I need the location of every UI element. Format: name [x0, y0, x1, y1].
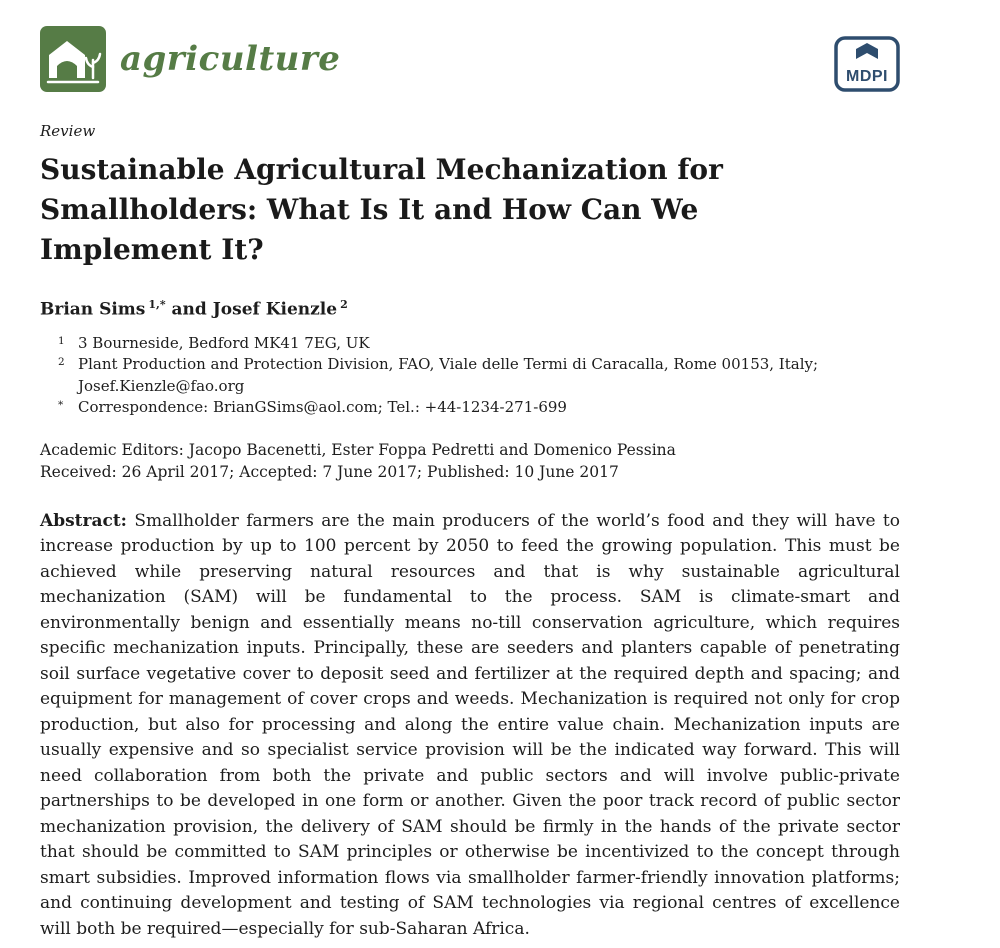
- journal-brand: [40, 26, 340, 92]
- authors-line: [40, 298, 900, 320]
- article-title: Sustainable Agricultural Mechanization for Smallholders: What Is It and How Can We Implement It?: [40, 153, 723, 267]
- author-name-1: Brian Sims: [40, 299, 146, 320]
- affiliation-row: [40, 354, 900, 397]
- author-affil-sup-2: 2: [340, 298, 348, 312]
- affiliation-row: [40, 333, 900, 354]
- affiliations-list: [40, 333, 900, 419]
- dates-line: Received: 26 April 2017; Accepted: 7 June 2017; Published: 10 June 2017: [40, 463, 619, 482]
- masthead: [40, 26, 900, 92]
- affiliation-marker: 1: [58, 334, 65, 347]
- abstract-label: Abstract:: [40, 510, 127, 531]
- author-affil-sup-1: 1,*: [148, 298, 166, 312]
- author-name-2: Josef Kienzle: [212, 299, 338, 320]
- affiliation-text: 3 Bourneside, Bedford MK41 7EG, UK: [78, 333, 370, 352]
- editorial-info: [40, 439, 900, 484]
- journal-name: agriculture: [120, 39, 341, 79]
- academic-editors-line: Academic Editors: Jacopo Bacenetti, Ester Foppa Pedretti and Domenico Pessina: [40, 440, 676, 459]
- affiliation-row: [40, 397, 900, 418]
- mdpi-wordmark: MDPI: [846, 68, 888, 85]
- authors-connector: and: [171, 299, 207, 320]
- affiliation-marker: 2: [58, 356, 65, 369]
- mdpi-logo-icon: [834, 36, 900, 92]
- agriculture-journal-logo-icon: [40, 26, 106, 92]
- abstract-text: Smallholder farmers are the main producers of the world’s food and they will have to increase production by up to 100 percent by 2050 to feed the growing population. This must be achieved while preserving natural resources and that is why sustainable agricultural mechanization (SAM) will be fundamental to the process. SAM is climate-smart and environmentally benign and essentially means no-till conservation agriculture, which requires specific mechanization inputs. Principally, these are seeders and planters capable of penetrating soil surface vegetative cover to deposit seed and fertilizer at the required depth and spacing; and equipment for management of cover crops and weeds. Mechanization is required not only for crop production, but also for processing and along the entire value chain. Mechanization inputs are usually expensive and so specialist service provision will be the indicated way forward. This will need collaboration from both the private and public sectors and will involve public-private partnerships to be developed in one form or another. Given the poor track record of public sector mechanization provision, the delivery of SAM should be firmly in the hands of the private sector that should be committed to SAM principles or otherwise be incentivized to the concept through smart subsidies. Improved information flows via smallholder farmer-friendly innovation platforms; and continuing development and testing of SAM technologies via regional centres of excellence will both be required—especially for sub-Saharan Africa.: [40, 510, 900, 939]
- affiliation-text: Correspondence: BrianGSims@aol.com; Tel.: +44-1234-271-699: [78, 398, 567, 417]
- article-type-label: Review: [40, 122, 96, 140]
- article: [40, 122, 900, 942]
- abstract: [40, 509, 900, 943]
- affiliation-text: Plant Production and Protection Division, FAO, Viale delle Termi di Caracalla, Rome 00153, Italy; Josef.Kienzle@fao.org: [78, 355, 819, 395]
- affiliation-marker: *: [58, 399, 64, 412]
